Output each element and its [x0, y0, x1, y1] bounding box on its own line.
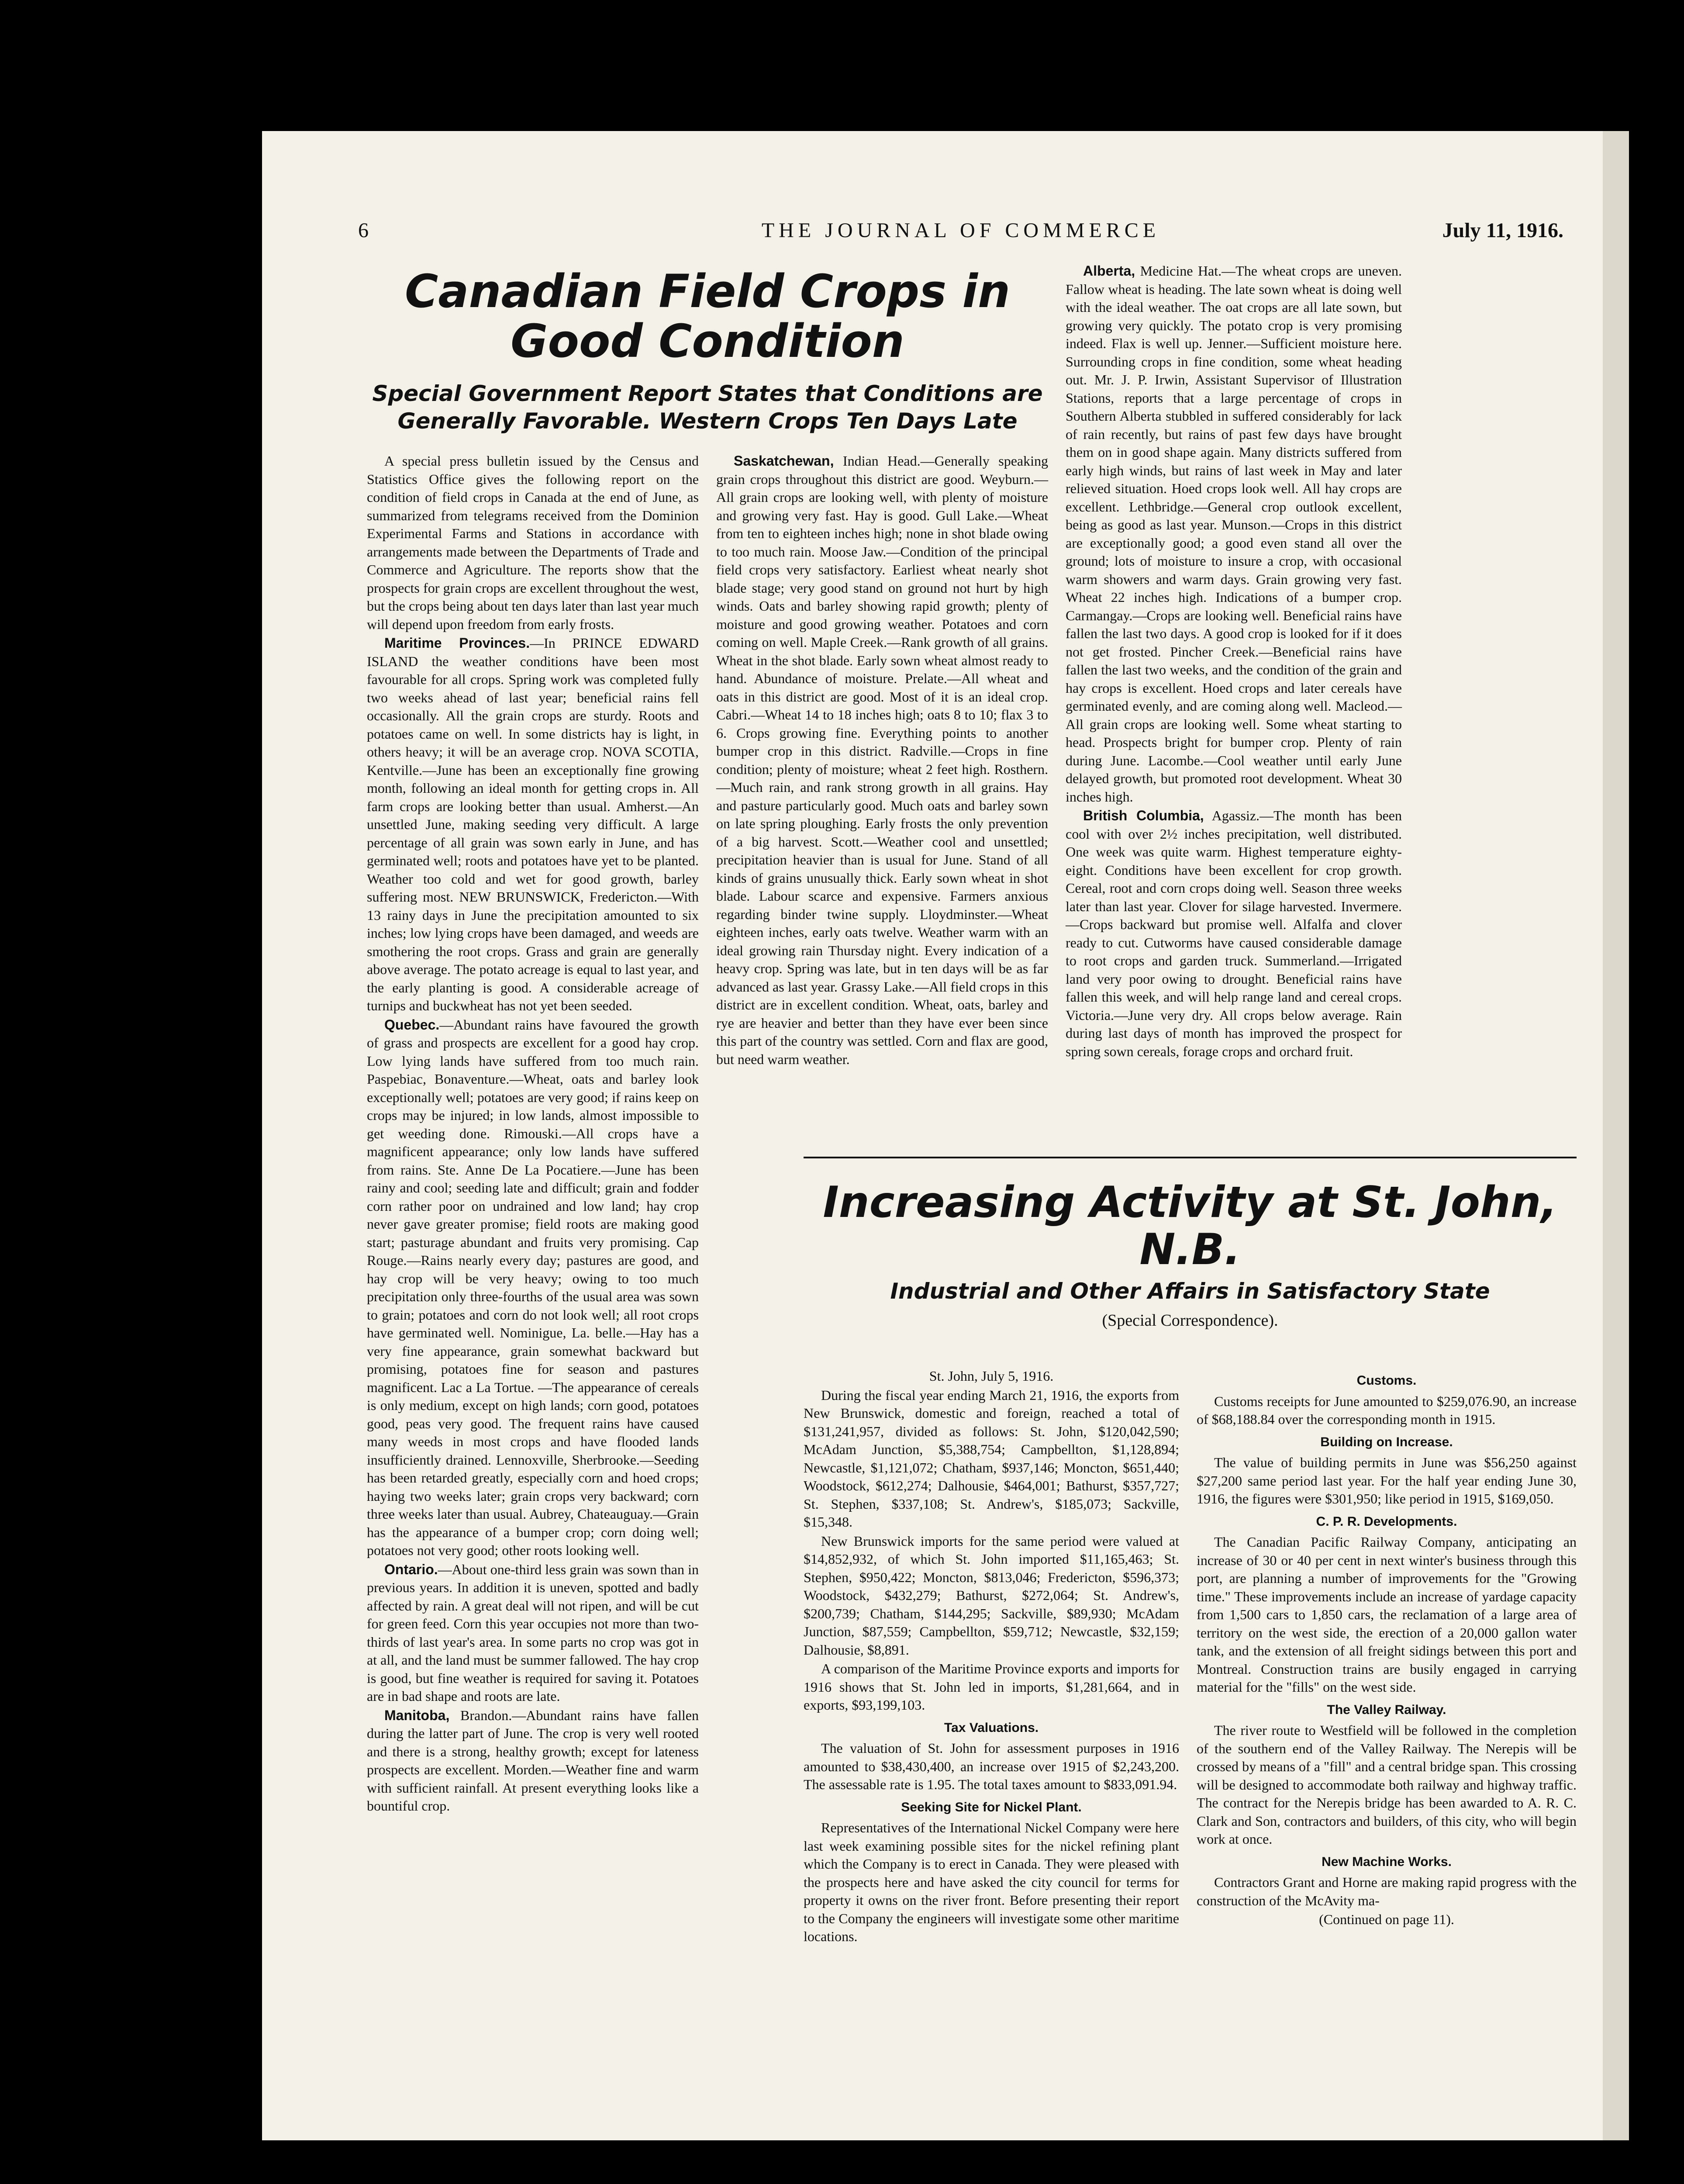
imports-paragraph: New Brunswick imports for the same period were valued at $14,852,932, of which St. John imported $11,165,463; St. Stephen, $950,422; Moncton, $813,046; Fredericton, $596,373; Woodstock, $432,279; Bathurst, $272,064; St. Andrew's, $200,739; Chatham, $144,295; Sackville, $89,930; McAdam Junction, $87,559; Campbellton, $59,712; Newcastle, $32,159; Dalhousie, $8,891. [804, 1533, 1179, 1658]
bc-label: British Columbia, [1083, 808, 1204, 823]
article2-headline: Increasing Activity at St. John, N.B. [823, 1178, 1557, 1275]
article1-column-2 [716, 452, 1048, 1069]
article1-column-1 [367, 452, 699, 1816]
nickel-heading: Seeking Site for Nickel Plant. [901, 1800, 1082, 1814]
bc-paragraph [1066, 807, 1402, 1061]
bc-text: Agassiz.—The month has been cool with over 2½ inches precipitation, well distributed. One week was quite warm. Highest temperature eighty-eight. Conditions have been excellent for crop growth. Cereal, root and corn crops doing well. Season three weeks later than last year. Clover for silage harvested. Invermere.—Crops backward but promise well. Alfalfa and clover ready to cut. Cutworms have caused considerable damage to root crops and garden truck. Summerland.—Irrigated land very poor owing to drought. Beneficial rains have fallen this week, and will help range land and cereal crops. Victoria.—June very dry. All crops below average. Rain during last days of month has improved the prospect for spring sown cereals, forage crops and orchard fruit. [1066, 808, 1402, 1059]
quebec-label: Quebec. [384, 1016, 440, 1033]
ontario-paragraph [367, 1561, 699, 1706]
quebec-paragraph [367, 1016, 699, 1560]
article1-subhead: Special Government Report States that Conditions are Generally Favorable. Western Crops Ten Days Late [372, 381, 1043, 434]
maritime-label: Maritime Provinces. [384, 635, 530, 651]
article2-subhead: Industrial and Other Affairs in Satisfactory State [890, 1279, 1490, 1304]
dateline: St. John, July 5, 1916. [929, 1368, 1054, 1384]
continued-note: (Continued on page 11). [1319, 1911, 1454, 1927]
manitoba-text: Brandon.—Abundant rains have fallen during the latter part of June. The crop is very well rooted and there is a strong, healthy growth; except for lateness prospects are excellent. Morden.—Weather fine and warm with sufficient rainfall. At present everything looks like a bountiful crop. [367, 1707, 699, 1814]
article1-headline: Canadian Field Crops in Good Condition [404, 265, 1011, 368]
article1-column-3 [1066, 262, 1402, 1061]
article2-column-1 [804, 1367, 1179, 1947]
nickel-paragraph: Representatives of the International Nickel Company were here last week examining possible sites for the nickel refining plant which the Company is to erect in Canada. They were pleased with the prospects here and have asked the city council for terms for property it owns on the river front. Before presenting their report to the Company the engineers will investigate some other maritime locations. [804, 1820, 1179, 1944]
publication-name: THE JOURNAL OF COMMERCE [761, 219, 1160, 242]
building-heading: Building on Increase. [1320, 1434, 1453, 1449]
cpr-paragraph: The Canadian Pacific Railway Company, anticipating an increase of 30 or 40 per cent in next winter's business through this port, are planning a number of improvements for the "Growing time." These improvements include an increase of yardage capacity from 1,500 cars to 1,850 cars, the reclamation of a large area of territory on the west side, the erection of a 20,000 gallon water tank, and the extension of all freight sidings between this port and Montreal. Construction trains are busily engaged in carrying material for the "fills" on the west side. [1197, 1534, 1577, 1695]
maritime-paragraph [367, 634, 699, 1015]
manitoba-label: Manitoba, [384, 1707, 450, 1723]
saskatchewan-label: Saskatchewan, [734, 453, 834, 469]
tax-heading: Tax Valuations. [944, 1720, 1039, 1735]
quebec-text: —Abundant rains have favoured the growth of grass and prospects are excellent for a good hay crop. Low lying lands have suffered from too much rain. Paspebiac, Bonaventure.—Wheat, oats and barley look exceptionally well; potatoes are very good; if rains keep on crops may be injured; in low lands, almost impossible to get weeding done. Rimouski.—All crops have a magnificent appearance; only low lands have suffered from rains. Ste. Anne De La Pocatiere.—June has been rainy and cool; seeding late and difficult; grain and fodder corn rather poor on undrained and low land; hay crop never gave greater promise; field roots are making good start; pasturage abundant and fruits very promising. Cap Rouge.—Rains nearly every day; pastures are good, and hay crop will be very heavy; owing to too much precipitation only three-fourths of the usual area was sown to grain; potatoes and corn do not look well; all root crops have germinated well. Nominigue, La. belle.—Hay has a very fine appearance, grain somewhat backward but promising, potatoes fine for season and pastures magnificent. Lac a La Tortue. —The appearance of cereals is only medium, except on high lands; corn good, potatoes good, peas very good. The frequent rains have caused many weeds in most crops and have flooded lands insufficiently drained. Lennoxville, Sherbrooke.—Seeding has been retarded greatly, especially corn and hoed crops; haying two weeks later; grain crops very backward; corn three weeks later than usual. Aubrey, Chateauguay.—Grain has the appearance of a bumper crop; corn doing well; potatoes not very good; other roots looking well. [367, 1016, 699, 1558]
valley-paragraph: The river route to Westfield will be followed in the completion of the southern end of the Valley Railway. The Nerepis will be crossed by means of a "fill" and a central bridge span. This crossing will be designed to accommodate both railway and highway traffic. The contract for the Nerepis bridge has been awarded to A. R. C. Clark and Son, contractors and builders, of this city, who will begin work at once. [1197, 1722, 1577, 1847]
alberta-paragraph [1066, 262, 1402, 806]
comparison-paragraph: A comparison of the Maritime Province exports and imports for 1916 shows that St. John led in imports, $1,281,664, and in exports, $93,199,103. [804, 1661, 1179, 1713]
saskatchewan-paragraph [716, 452, 1048, 1068]
ontario-label: Ontario. [384, 1561, 438, 1577]
ontario-text: —About one-third less grain was sown than in previous years. In addition it is uneven, spotted and badly affected by rain. A great deal will not ripen, and will be cut for green feed. Corn this year occupies not more than two-thirds of last year's area. In some parts no crop was got in at all, and the land must be summer fallowed. The hay crop is good, but fine weather is required for saving it. Potatoes are in bad shape and roots are late. [367, 1561, 699, 1704]
exports-paragraph: During the fiscal year ending March 21, 1916, the exports from New Brunswick, domestic and foreign, reached a total of $131,241,957, divided as follows: St. John, $120,042,590; McAdam Junction, $5,388,754; Campbellton, $1,128,894; Newcastle, $1,121,072; Chatham, $937,146; Moncton, $651,440; Woodstock, $612,274; Dalhousie, $464,001; Bathurst, $357,727; St. Stephen, $337,108; St. Andrew's, $185,073; Sackville, $15,348. [804, 1387, 1179, 1530]
page-header [358, 218, 1563, 253]
tax-paragraph: The valuation of St. John for assessment purposes in 1916 amounted to $38,430,400, an increase over 1915 of $2,243,200. The assessable rate is 1.95. The total taxes amount to $833,091.94. [804, 1740, 1179, 1792]
alberta-label: Alberta, [1083, 263, 1135, 279]
article2-byline: (Special Correspondence). [1102, 1311, 1278, 1330]
issue-date: July 11, 1916. [1442, 219, 1563, 242]
alberta-text: Medicine Hat.—The wheat crops are uneven. Fallow wheat is heading. The late sown wheat is doing well with the ideal weather. The oat crops are all late sown, but growing very quickly. The potato crop is very promising indeed. Flax is well up. Jenner.—Sufficient moisture here. Surrounding crops in fine condition, some wheat heading out. Mr. J. P. Irwin, Assistant Supervisor of Illustration Stations, reports that a large percentage of crops in Southern Alberta stubbled in suffered considerably for lack of rain recently, but rains of past few days have brought them on in good shape again. Many districts suffered from early high winds, but rains of last week in May and later relieved situation. Hoed crops look well. All hay crops are excellent. Lethbridge.—General crop outlook excellent, being as good as last year. Munson.—Crops in this district are exceptionally good; a good even stand all over the ground; lots of moisture to insure a crop, with occasional warm showers and warm days. Grain growing very fast. Wheat 22 inches high. Indications of a bumper crop. Carmangay.—Crops are looking well. Beneficial rains have fallen the last two days. A good crop is looked for if it does not get frosted. Pincher Creek.—Beneficial rains have fallen the last two weeks, and the condition of the grain and hay crops is excellent. Hoed crops and later cereals have germinated evenly, and are coming along well. Macleod.—All grain crops are looking well. Some wheat starting to head. Prospects bright for bumper crop. Plenty of rain during June. Lacombe.—Cool weather until early June delayed growth, but promoted root development. Wheat 30 inches high. [1066, 263, 1402, 805]
customs-paragraph: Customs receipts for June amounted to $259,076.90, an increase of $68,188.84 over the corresponding month in 1915. [1197, 1393, 1577, 1427]
machine-paragraph: Contractors Grant and Horne are making rapid progress with the construction of the McAvity ma- [1197, 1874, 1577, 1908]
customs-heading: Customs. [1356, 1373, 1417, 1388]
machine-heading: New Machine Works. [1322, 1854, 1452, 1869]
intro-paragraph: A special press bulletin issued by the Census and Statistics Office gives the following report on the condition of field crops in Canada at the end of June, as summarized from telegrams received from the Dominion Experimental Farms and Stations in accordance with arrangements made between the Departments of Trade and Commerce and Agriculture. The reports show that the prospects for grain crops are excellent throughout the west, but the crops being about ten days later than last year much will depend upon freedom from early frosts. [367, 453, 699, 632]
article2-column-2 [1197, 1367, 1577, 1930]
valley-heading: The Valley Railway. [1327, 1702, 1446, 1717]
saskatchewan-text: Indian Head.—Generally speaking grain crops throughout this district are good. Weyburn.—All grain crops are looking well, with plenty of moisture and growing very fast. Hay is good. Gull Lake.—Wheat from ten to eighteen inches high; none in shot blade owing to too much rain. Moose Jaw.—Condition of the principal field crops very satisfactory. Earliest wheat nearly shot blade stage; very good stand on ground not hurt by high winds. Oats and barley showing rapid growth; plenty of moisture and good growing weather. Potatoes and corn coming on well. Maple Creek.—Rank growth of all grains. Wheat in the shot blade. Early sown wheat almost ready to hand. Abundance of moisture. Prelate.—All wheat and oats in this district are good. Most of it is an ideal crop. Cabri.—Wheat 14 to 18 inches high; oats 8 to 10; flax 3 to 6. Crops growing fine. Everything points to another bumper crop in this district. Radville.—Crops in fine condition; plenty of moisture; wheat 2 feet high. Rosthern.—Much rain, and rank strong growth in all grains. Hay and pasture particularly good. Much oats and barley sown on late spring ploughing. Early frosts the only prevention of a big harvest. Scott.—Weather cool and unsettled; precipitation heavier than is usual for June. Stand of all kinds of grains unusually thick. Early sown wheat in shot blade. Labour scarce and expensive. Farmers anxious regarding binder twine supply. Lloydminster.—Wheat eighteen inches, early oats twelve. Weather warm with an ideal growing rain Thursday night. Every indication of a heavy crop. Spring was late, but in ten days will be as far advanced as last year. Grassy Lake.—All field crops in this district are in excellent condition. Wheat, oats, barley and rye are heavier and better than they have ever been since this part of the country was settled. Corn and flax are good, but need warm weather. [716, 453, 1048, 1067]
page-edge [1603, 131, 1629, 2140]
newspaper-page [262, 131, 1603, 2140]
page-number: 6 [358, 219, 369, 242]
manitoba-paragraph [367, 1707, 699, 1815]
maritime-text: —In PRINCE EDWARD ISLAND the weather conditions have been most favourable for all crops. Spring work was completed fully two weeks ahead of last year; beneficial rains fell occasionally. All the grain crops are sturdy. Roots and potatoes came on well. In some districts hay is light, in others heavy; it will be an average crop. NOVA SCOTIA, Kentville.—June has been an exceptionally fine growing month, following an ideal month for getting crops in. All farm crops are looking better than usual. Amherst.—An unsettled June, making seeding very difficult. A large percentage of all grain was sown early in June, and has germinated well; roots and potatoes have yet to be planted. Weather too cold and wet for good growth, barley suffering most. NEW BRUNSWICK, Fredericton.—With 13 rainy days in June the precipitation amounted to six inches; low lying crops have been damaged, and weeds are smothering the root crops. Grass and grain are generally above average. The potato acreage is equal to last year, and the early planting is good. A considerable acreage of turnips and buckwheat has not yet been seeded. [367, 635, 699, 1013]
article-divider [804, 1157, 1577, 1158]
cpr-heading: C. P. R. Developments. [1316, 1514, 1457, 1529]
building-paragraph: The value of building permits in June was $56,250 against $27,200 same period last year. For the half year ending June 30, 1916, the figures were $301,950; like period in 1915, $169,050. [1197, 1455, 1577, 1507]
